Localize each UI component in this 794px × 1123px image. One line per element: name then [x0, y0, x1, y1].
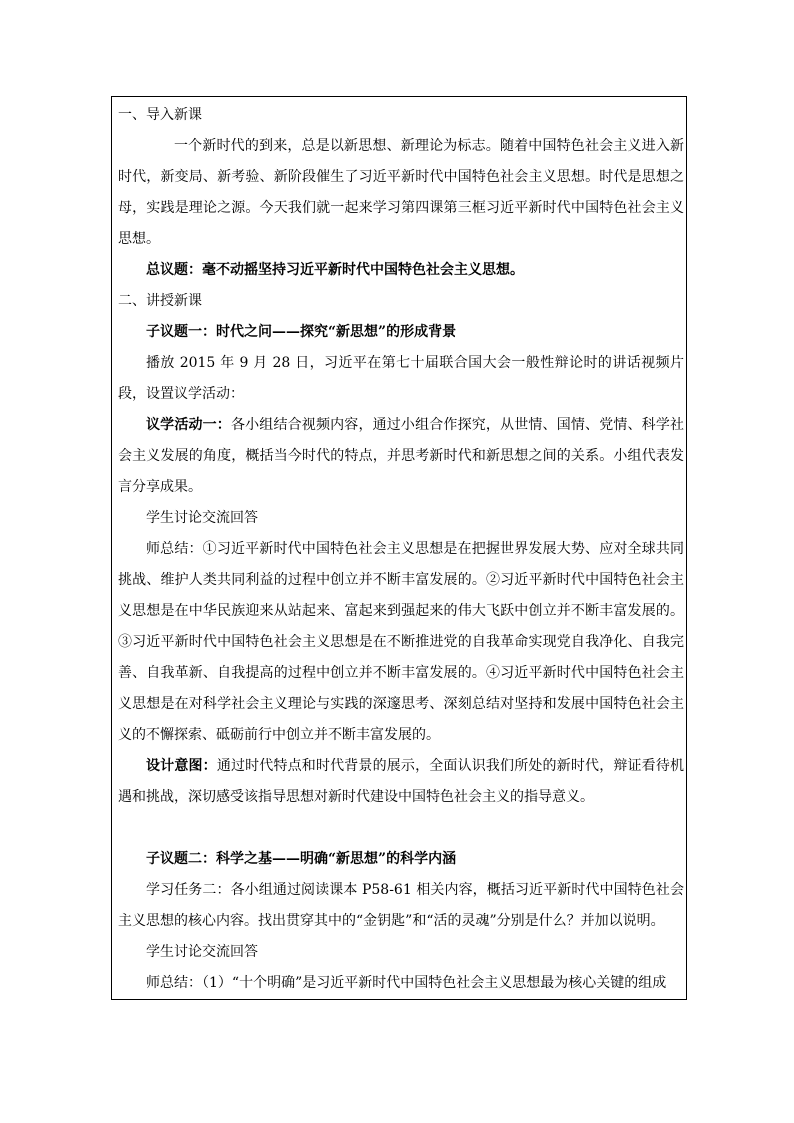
video-paragraph: 播放 2015 年 9 月 28 日，习近平在第七十届联合国大会一般性辩论时的讲话视频片段，设置议学活动：: [118, 355, 684, 402]
spacer: [118, 813, 684, 844]
discussion-1: 学生讨论交流回答: [146, 510, 258, 526]
intro-paragraph: 一个新时代的到来，总是以新思想、新理论为标志。随着中国特色社会主义进入新时代，新变局、新考验、新阶段催生了习近平新时代中国特色社会主义思想。时代是思想之母，实践是理论之源。今天我们就一起来学习第四课第三框习近平新时代中国特色社会主义思想。: [118, 138, 684, 247]
design-intent-label: 设计意图：: [146, 758, 217, 774]
summary-1-label: 师总结：: [146, 541, 203, 557]
summary-2-paragraph: 师总结：（1）“十个明确”是习近平新时代中国特色社会主义思想最为核心关键的组成: [146, 975, 667, 991]
activity-1-label: 议学活动一：: [146, 417, 231, 433]
main-topic: 总议题：毫不动摇坚持习近平新时代中国特色社会主义思想。: [146, 262, 524, 278]
section2-heading: 二、讲授新课: [118, 293, 202, 309]
task-2-paragraph: 学习任务二：各小组通过阅读课本 P58-61 相关内容，概括习近平新时代中国特色社会主义思想的核心内容。找出贯穿其中的“金钥匙”和“活的灵魂”分别是什么？并加以说明。: [118, 882, 684, 929]
summary-1-text: ①习近平新时代中国特色社会主义思想是在把握世界发展大势、应对全球共同挑战、维护人类共同利益的过程中创立并不断丰富发展的。②习近平新时代中国特色社会主义思想是在中华民族迎来从站起来、富起来到强起来的伟大飞跃中创立并不断丰富发展的。③习近平新时代中国特色社会主义思想是在不断推进党的自我革命实现党自我净化、自我完善、自我革新、自我提高的过程中创立并不断丰富发展的。④习近平新时代中国特色社会主义思想是在对科学社会主义理论与实践的深邃思考、深刻总结对坚持和发展中国特色社会主义的不懈探索、砥砺前行中创立并不断丰富发展的。: [118, 541, 685, 743]
design-intent-paragraph: [118, 751, 684, 813]
summary-1-paragraph: [118, 534, 684, 751]
section1-heading: 一、导入新课: [118, 107, 202, 123]
sub-topic-1-title: 子议题一：时代之问——探究“新思想”的形成背景: [146, 324, 457, 340]
design-intent-text: 通过时代特点和时代背景的展示，全面认识我们所处的新时代，辩证看待机遇和挑战，深切感受该指导思想对新时代建设中国特色社会主义的指导意义。: [118, 758, 684, 805]
activity-1-paragraph: [118, 410, 684, 503]
activity-1-text: 各小组结合视频内容，通过小组合作探究，从世情、国情、党情、科学社会主义发展的角度，概括当今时代的特点，并思考新时代和新思想之间的关系。小组代表发言分享成果。: [118, 417, 685, 495]
lesson-content: [118, 100, 684, 999]
discussion-2: 学生讨论交流回答: [146, 944, 258, 960]
sub-topic-2-title: 子议题二：科学之基——明确“新思想”的科学内涵: [146, 851, 457, 867]
